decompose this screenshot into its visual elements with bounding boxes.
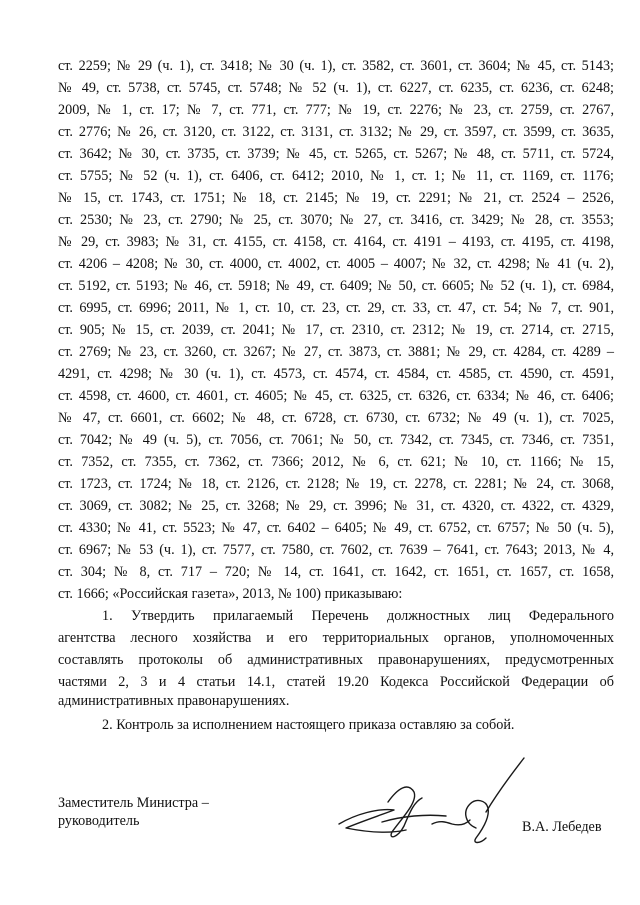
text-line: ст. 304; № 8, ст. 717 – 720; № 14, ст. 1641, ст. 1642, ст. 1651, ст. 1657, ст. 1658, <box>58 564 614 580</box>
order-item-1 <box>58 608 614 710</box>
text-line: ст. 7042; № 49 (ч. 5), ст. 7056, ст. 7061; № 50, ст. 7342, ст. 7345, ст. 7346, ст. 7351, <box>58 432 614 448</box>
text-line: ст. 4598, ст. 4600, ст. 4601, ст. 4605; № 45, ст. 6325, ст. 6326, ст. 6334; № 46, ст. 6406; <box>58 388 614 404</box>
handwritten-signature <box>336 752 536 852</box>
text-line: № 49, ст. 5738, ст. 5745, ст. 5748; № 52 (ч. 1), ст. 6227, ст. 6235, ст. 6236, ст. 6248; <box>58 80 614 96</box>
text-line: ст. 4330; № 41, ст. 5523; № 47, ст. 6402 – 6405; № 49, ст. 6752, ст. 6757; № 50 (ч. 5), <box>58 520 614 536</box>
text-line: ст. 3069, ст. 3082; № 25, ст. 3268; № 29, ст. 3996; № 31, ст. 4320, ст. 4322, ст. 4329, <box>58 498 614 514</box>
text-line: 2009, № 1, ст. 17; № 7, ст. 771, ст. 777; № 19, ст. 2276; № 23, ст. 2759, ст. 2767, <box>58 102 614 118</box>
text-line: ст. 1666; «Российская газета», 2013, № 100) приказываю: <box>58 586 403 602</box>
text-line: ст. 2259; № 29 (ч. 1), ст. 3418; № 30 (ч. 1), ст. 3582, ст. 3601, ст. 3604; № 45, ст. 5143; <box>58 58 614 74</box>
text-line: составлять протоколы об административных правонарушениях, предусмотренных <box>58 652 614 668</box>
text-line: ст. 2776; № 26, ст. 3120, ст. 3122, ст. 3131, ст. 3132; № 29, ст. 3597, ст. 3599, ст. 3635, <box>58 124 614 140</box>
text-line: ст. 905; № 15, ст. 2039, ст. 2041; № 17, ст. 2310, ст. 2312; № 19, ст. 2714, ст. 2715, <box>58 322 614 338</box>
text-line: ст. 7352, ст. 7355, ст. 7362, ст. 7366; 2012, № 6, ст. 621; № 10, ст. 1166; № 15, <box>58 454 614 470</box>
position-line: Заместитель Министра – <box>58 795 209 811</box>
text-line: ст. 2530; № 23, ст. 2790; № 25, ст. 3070; № 27, ст. 3416, ст. 3429; № 28, ст. 3553; <box>58 212 614 228</box>
order-item-2 <box>58 717 614 734</box>
text-line: 4291, ст. 4298; № 30 (ч. 1), ст. 4573, ст. 4574, ст. 4584, ст. 4585, ст. 4590, ст. 4591, <box>58 366 614 382</box>
signatory-name: В.А. Лебедев <box>522 819 602 835</box>
text-line: 2. Контроль за исполнением настоящего приказа оставляю за собой. <box>102 717 515 733</box>
position-line: руководитель <box>58 813 140 829</box>
text-line: административных правонарушениях. <box>58 693 290 709</box>
text-line: ст. 6967; № 53 (ч. 1), ст. 7577, ст. 7580, ст. 7602, ст. 7639 – 7641, ст. 7643; 2013, № 4, <box>58 542 614 558</box>
text-line: ст. 5755; № 52 (ч. 1), ст. 6406, ст. 6412; 2010, № 1, ст. 1; № 11, ст. 1169, ст. 1176; <box>58 168 614 184</box>
text-line: № 47, ст. 6601, ст. 6602; № 48, ст. 6728, ст. 6730, ст. 6732; № 49 (ч. 1), ст. 7025, <box>58 410 614 426</box>
text-line: № 15, ст. 1743, ст. 1751; № 18, ст. 2145; № 19, ст. 2291; № 21, ст. 2524 – 2526, <box>58 190 614 206</box>
text-line: № 29, ст. 3983; № 31, ст. 4155, ст. 4158, ст. 4164, ст. 4191 – 4193, ст. 4195, ст. 4198, <box>58 234 614 250</box>
signatory-position <box>58 794 209 830</box>
text-line: агентства лесного хозяйства и его территориальных органов, уполномоченных <box>58 630 614 646</box>
text-line: ст. 4206 – 4208; № 30, ст. 4000, ст. 4002, ст. 4005 – 4007; № 32, ст. 4298; № 41 (ч. 2), <box>58 256 614 272</box>
text-line: частями 2, 3 и 4 статьи 14.1, статей 19.20 Кодекса Российской Федерации об <box>58 674 614 690</box>
text-line: ст. 1723, ст. 1724; № 18, ст. 2126, ст. 2128; № 19, ст. 2278, ст. 2281; № 24, ст. 3068, <box>58 476 614 492</box>
text-line: ст. 5192, ст. 5193; № 46, ст. 5918; № 49, ст. 6409; № 50, ст. 6605; № 52 (ч. 1), ст. 6984, <box>58 278 614 294</box>
text-line: 1. Утвердить прилагаемый Перечень должностных лиц Федерального <box>102 608 614 624</box>
text-line: ст. 2769; № 23, ст. 3260, ст. 3267; № 27, ст. 3873, ст. 3881; № 29, ст. 4284, ст. 4289 – <box>58 344 614 360</box>
text-line: ст. 6995, ст. 6996; 2011, № 1, ст. 10, ст. 23, ст. 29, ст. 33, ст. 47, ст. 54; № 7, ст. 901, <box>58 300 614 316</box>
text-line: ст. 3642; № 30, ст. 3735, ст. 3739; № 45, ст. 5265, ст. 5267; № 48, ст. 5711, ст. 5724, <box>58 146 614 162</box>
